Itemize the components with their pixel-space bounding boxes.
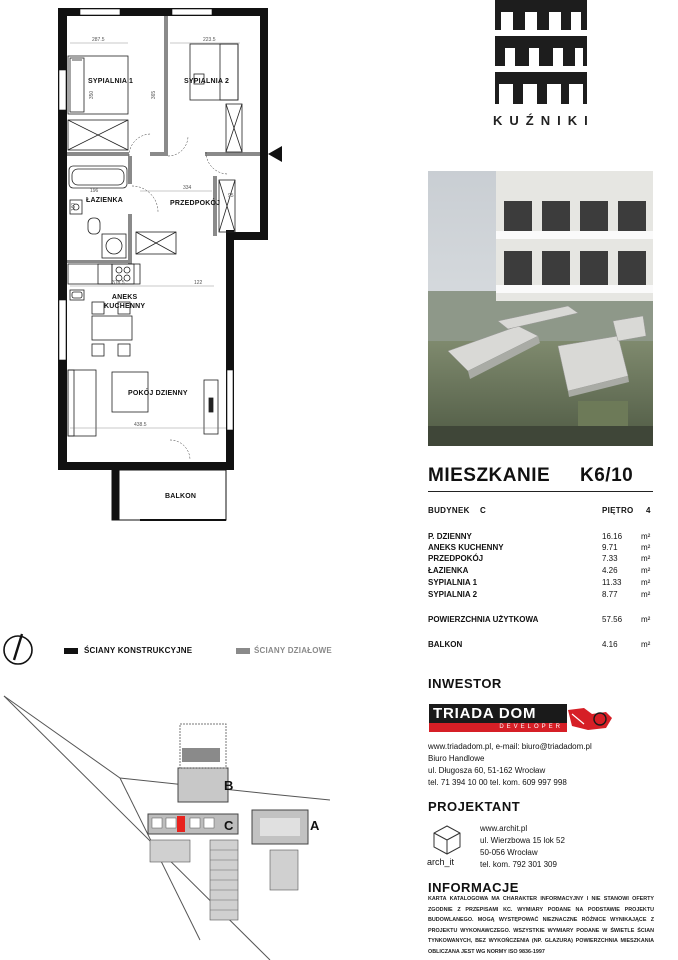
cube-icon <box>432 824 462 856</box>
area-row-value: 8.77 <box>602 590 618 599</box>
info-text: KARTA KATALOGOWA MA CHARAKTER INFORMACYJNY I NIE STANOWI OFERTY ZGODNIE Z PRZEPISAMI KC. WYMIARY PODANE NA PODSTAWIE PROJEKTU BUDOWLANEGO. MOGĄ WYSTĘPOWAĆ NIEZNACZNE RÓŻNICE WYNIKAJĄCE Z PROJEKTU WYKONAWCZEGO. WSZYSTKIE WYMIARY PODANE W ŚWIETLE ŚCIAN TYNKOWANYCH, BEZ WYKOŃCZENIA (NP. GLAZURA) POWIERZCHNIA MIESZKANIA OBLICZANA JEST WG NORMY ISO 9836-1997 <box>428 896 654 955</box>
archit-logo-name: arch_it <box>427 857 455 867</box>
investor-line: www.triadadom.pl, e-mail: biuro@triadadom.pl <box>428 742 592 751</box>
brand-name: KUŹNIKI <box>493 113 595 128</box>
apartment-title: MIESZKANIE <box>428 465 551 486</box>
info-heading: INFORMACJE <box>428 880 519 895</box>
building-label: BUDYNEK <box>428 506 470 515</box>
designer-line: tel. kom. 792 301 309 <box>480 860 557 869</box>
usable-area-name: POWIERZCHNIA UŻYTKOWA <box>428 615 539 624</box>
investor-contact <box>428 741 592 789</box>
room-label-sypialnia-2: SYPIALNIA 2 <box>184 78 230 85</box>
room-label-balkon: BALKON <box>165 493 197 500</box>
site-label-a: A <box>310 818 320 833</box>
area-row-value: 11.33 <box>602 578 622 587</box>
area-row-unit: m² <box>641 543 651 552</box>
dim-label: 196 <box>90 188 99 194</box>
area-row-name: SYPIALNIA 2 <box>428 590 478 599</box>
area-row-value: 16.16 <box>602 532 623 541</box>
room-label-aneks <box>104 293 145 311</box>
site-plan <box>0 690 330 960</box>
area-row-name: ANEKS KUCHENNY <box>428 543 504 552</box>
dim-label: 438.5 <box>134 422 147 428</box>
designer-contact <box>480 823 565 871</box>
room-label-lazienka: ŁAZIENKA <box>86 197 123 204</box>
area-row <box>428 543 656 554</box>
area-row-unit: m² <box>641 578 651 587</box>
site-label-b: B <box>224 778 234 793</box>
aneks-line-2: KUCHENNY <box>104 303 146 310</box>
investor-line: ul. Długosza 60, 51-162 Wrocław <box>428 766 546 775</box>
area-row <box>428 566 656 577</box>
room-label-przedpokoj: PRZEDPOKÓJ <box>170 200 221 207</box>
area-row-name: SYPIALNIA 1 <box>428 578 478 587</box>
area-row-name: PRZEDPOKÓJ <box>428 554 484 563</box>
floor-label: PIĘTRO <box>602 506 634 515</box>
apartment-code: K6/10 <box>580 465 634 486</box>
dim-label: 95 <box>228 193 234 199</box>
triada-dom-logo <box>429 704 567 734</box>
legend-structural-label: ŚCIANY KONSTRUKCYJNE <box>84 646 193 655</box>
dim-label: 365 <box>151 90 158 100</box>
usable-area-unit: m² <box>641 615 651 624</box>
area-row-unit: m² <box>641 532 651 541</box>
bull-icon <box>566 704 614 734</box>
dim-label: 316.5 <box>112 280 125 286</box>
dim-label: 122 <box>194 280 203 286</box>
floor-value: 4 <box>646 506 651 515</box>
area-row <box>428 590 656 601</box>
investor-line: tel. 71 394 10 00 tel. kom. 609 997 998 <box>428 778 567 787</box>
designer-line: www.archit.pl <box>480 824 528 833</box>
building-value: C <box>480 506 487 515</box>
designer-line: ul. Wierzbowa 15 lok 52 <box>480 836 565 845</box>
balcony-area-name: BALKON <box>428 640 463 649</box>
investor-line: Biuro Handlowe <box>428 754 485 763</box>
area-row-name: ŁAZIENKA <box>428 566 469 575</box>
dim-label: 287.5 <box>92 37 105 43</box>
area-row-unit: m² <box>641 590 651 599</box>
kuzniki-logo-mark <box>495 0 587 104</box>
dim-label: 350 <box>89 90 96 100</box>
area-row <box>428 532 656 543</box>
area-row-name: P. DZIENNY <box>428 532 472 541</box>
area-row-usable <box>428 615 656 626</box>
designer-line: 50-056 Wrocław <box>480 848 538 857</box>
area-row-value: 9.71 <box>602 543 618 552</box>
area-row <box>428 554 656 565</box>
dim-label: 160 <box>71 202 78 212</box>
area-row-unit: m² <box>641 554 651 563</box>
building-render-image <box>428 171 653 446</box>
legend-partition-label: ŚCIANY DZIAŁOWE <box>254 646 332 655</box>
area-row-value: 4.26 <box>602 566 618 575</box>
area-row <box>428 578 656 589</box>
triada-logo-name: TRIADA DOM <box>429 704 567 723</box>
usable-area-value: 57.56 <box>602 615 623 624</box>
site-label-c: C <box>224 818 234 833</box>
room-label-sypialnia-1: SYPIALNIA 1 <box>88 78 134 85</box>
balcony-area-value: 4.16 <box>602 640 618 649</box>
room-label-pokoj-dzienny: POKÓJ DZIENNY <box>128 390 188 397</box>
divider <box>428 491 653 492</box>
area-row-balcony <box>428 640 656 651</box>
triada-logo-sub: DEVELOPER <box>429 723 567 732</box>
balcony-area-unit: m² <box>641 640 651 649</box>
dim-label: 223.5 <box>203 37 216 43</box>
area-row-value: 7.33 <box>602 554 618 563</box>
investor-heading: INWESTOR <box>428 676 502 691</box>
designer-heading: PROJEKTANT <box>428 799 521 814</box>
aneks-line-1: ANEKS <box>111 294 138 301</box>
dim-label: 334 <box>183 185 192 191</box>
area-row-unit: m² <box>641 566 651 575</box>
